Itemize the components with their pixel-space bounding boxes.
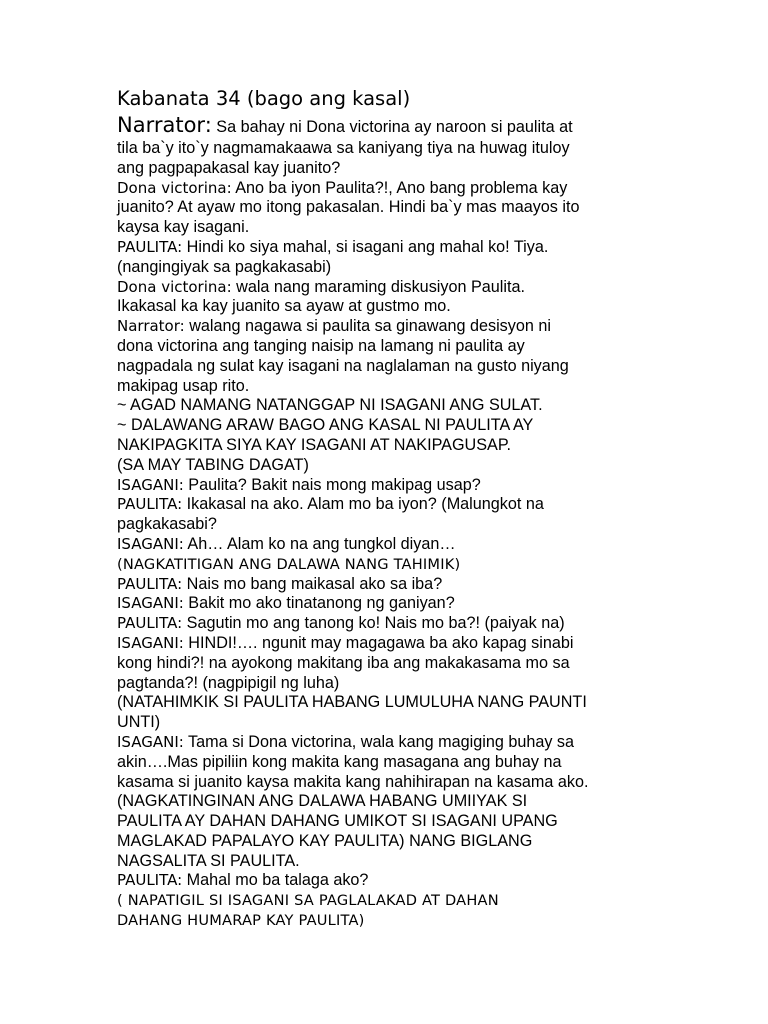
speaker-name: ISAGANI: bbox=[117, 633, 184, 652]
line-text: ~ AGAD NAMANG NATANGGAP NI ISAGANI ANG SULAT. bbox=[117, 396, 543, 415]
line-text: Ah… Alam ko na ang tungkol diyan… bbox=[183, 534, 456, 553]
line-text: tila ba`y ito`y nagmamakaawa sa kaniyang tiya na huwag ituloy bbox=[117, 139, 570, 157]
script-line bbox=[117, 871, 657, 891]
speaker-name: PAULITA: bbox=[117, 237, 183, 256]
speaker-name: PAULITA: bbox=[117, 495, 183, 514]
line-text: PAULITA AY DAHAN DAHANG UMIKOT SI ISAGANI UPANG bbox=[117, 812, 558, 831]
line-text: wala nang maraming diskusiyon Paulita. bbox=[231, 277, 525, 296]
line-text: Ikakasal ka kay juanito sa ayaw at gustmo mo. bbox=[117, 297, 451, 316]
script-line bbox=[117, 396, 657, 416]
script-line bbox=[117, 436, 657, 456]
script-line bbox=[117, 112, 657, 139]
line-text: kong hindi?! na ayokong makitang iba ang makakasama mo sa bbox=[117, 653, 570, 672]
script-line bbox=[117, 773, 657, 793]
line-text: kasama si juanito kaysa makita kang nahihirapan na kasama ako. bbox=[117, 772, 589, 791]
line-text: pagtanda?! (nagpipigil ng luha) bbox=[117, 673, 340, 692]
speaker-name: Dona victorina: bbox=[117, 178, 232, 197]
speaker-name: ISAGANI: bbox=[117, 594, 184, 613]
line-text: Sagutin mo ang tanong ko! Nais mo ba?! (paiyak na) bbox=[182, 614, 565, 633]
speaker-name: Narrator: bbox=[117, 113, 212, 137]
script-line bbox=[117, 495, 657, 515]
speaker-name: Narrator: bbox=[117, 317, 185, 336]
document-title: Kabanata 34 (bago ang kasal) bbox=[117, 87, 411, 110]
speaker-name: PAULITA: bbox=[117, 871, 183, 890]
speaker-name: ISAGANI: bbox=[117, 732, 184, 751]
line-text: kaysa kay isagani. bbox=[117, 218, 250, 237]
line-text: (nangingiyak sa pagkakasabi) bbox=[117, 257, 332, 276]
script-line bbox=[117, 278, 657, 298]
script-line bbox=[117, 198, 657, 218]
line-text: akin….Mas pipiliin kong makita kang masagana ang buhay na bbox=[117, 752, 562, 771]
script-line bbox=[117, 634, 657, 654]
line-text: ( NAPATIGIL SI ISAGANI SA PAGLALAKAD AT DAHAN bbox=[117, 892, 499, 910]
speaker-name: PAULITA: bbox=[117, 574, 183, 593]
line-text: (NATAHIMKIK SI PAULITA HABANG LUMULUHA NANG PAUNTI bbox=[117, 693, 587, 712]
script-line bbox=[117, 159, 657, 179]
line-text: (NAGKATITIGAN ANG DALAWA NANG TAHIMIK) bbox=[117, 555, 461, 573]
line-text: Tama si Dona victorina, wala kang magiging buhay sa bbox=[183, 732, 575, 751]
script-line bbox=[117, 832, 657, 852]
line-text: DAHANG HUMARAP KAY PAULITA) bbox=[117, 912, 365, 930]
script-line bbox=[117, 733, 657, 753]
line-text: ~ DALAWANG ARAW BAGO ANG KASAL NI PAULITA AY bbox=[117, 416, 534, 435]
script-line bbox=[117, 317, 657, 337]
line-text: juanito? At ayaw mo itong pakasalan. Hindi ba`y mas maayos ito bbox=[117, 198, 580, 217]
script-line bbox=[117, 614, 657, 634]
script-line bbox=[117, 179, 657, 199]
script-line bbox=[117, 515, 657, 535]
script-line bbox=[117, 416, 657, 436]
speaker-name: ISAGANI: bbox=[117, 534, 184, 553]
script-line bbox=[117, 594, 657, 614]
line-text: Paulita? Bakit nais mong makipag usap? bbox=[183, 475, 481, 494]
line-text: Sa bahay ni Dona victorina ay naroon si paulita at bbox=[211, 118, 573, 136]
script-line bbox=[117, 456, 657, 476]
script-line bbox=[117, 693, 657, 713]
script-line bbox=[117, 891, 657, 911]
script-line bbox=[117, 357, 657, 377]
line-text: ang pagpapakasal kay juanito? bbox=[117, 158, 341, 177]
line-text: Ano ba iyon Paulita?!, Ano bang problema kay bbox=[231, 178, 568, 197]
script-line bbox=[117, 337, 657, 357]
script-line bbox=[117, 535, 657, 555]
line-text: NAKIPAGKITA SIYA KAY ISAGANI AT NAKIPAGUSAP. bbox=[117, 435, 512, 454]
document-page bbox=[117, 86, 657, 931]
script-line bbox=[117, 377, 657, 397]
line-text: NAGSALITA SI PAULITA. bbox=[117, 851, 300, 870]
line-text: MAGLAKAD PAPALAYO KAY PAULITA) NANG BIGLANG bbox=[117, 831, 533, 850]
line-text: (NAGKATINGINAN ANG DALAWA HABANG UMIIYAK SI bbox=[117, 792, 528, 811]
script-line bbox=[117, 555, 657, 575]
line-text: dona victorina ang tanging naisip na lamang ni paulita ay bbox=[117, 336, 525, 355]
script-line bbox=[117, 792, 657, 812]
script-body bbox=[117, 112, 657, 931]
script-line bbox=[117, 218, 657, 238]
line-text: nagpadala ng sulat kay isagani na naglalaman na gusto niyang bbox=[117, 356, 569, 375]
line-text: HINDI!…. ngunit may magagawa ba ako kapag sinabi bbox=[183, 633, 574, 652]
speaker-name: Dona victorina: bbox=[117, 277, 232, 296]
speaker-name: ISAGANI: bbox=[117, 475, 184, 494]
script-line bbox=[117, 674, 657, 694]
script-line bbox=[117, 911, 657, 931]
script-line bbox=[117, 238, 657, 258]
script-line bbox=[117, 297, 657, 317]
line-text: (SA MAY TABING DAGAT) bbox=[117, 455, 309, 474]
script-line bbox=[117, 476, 657, 496]
script-line bbox=[117, 753, 657, 773]
line-text: UNTI) bbox=[117, 713, 161, 732]
line-text: Nais mo bang maikasal ako sa iba? bbox=[182, 574, 443, 593]
line-text: Hindi ko siya mahal, si isagani ang mahal ko! Tiya. bbox=[182, 237, 549, 256]
line-text: makipag usap rito. bbox=[117, 376, 250, 395]
script-line bbox=[117, 812, 657, 832]
script-line bbox=[117, 713, 657, 733]
line-text: pagkakasabi? bbox=[117, 515, 217, 534]
line-text: Ikakasal na ako. Alam mo ba iyon? (Malungkot na bbox=[182, 495, 544, 514]
line-text: walang nagawa si paulita sa ginawang desisyon ni bbox=[184, 317, 551, 336]
script-line bbox=[117, 258, 657, 278]
line-text: Mahal mo ba talaga ako? bbox=[182, 871, 369, 890]
script-line bbox=[117, 139, 657, 159]
script-line bbox=[117, 852, 657, 872]
speaker-name: PAULITA: bbox=[117, 614, 183, 633]
script-line bbox=[117, 654, 657, 674]
script-line bbox=[117, 575, 657, 595]
line-text: Bakit mo ako tinatanong ng ganiyan? bbox=[183, 594, 455, 613]
